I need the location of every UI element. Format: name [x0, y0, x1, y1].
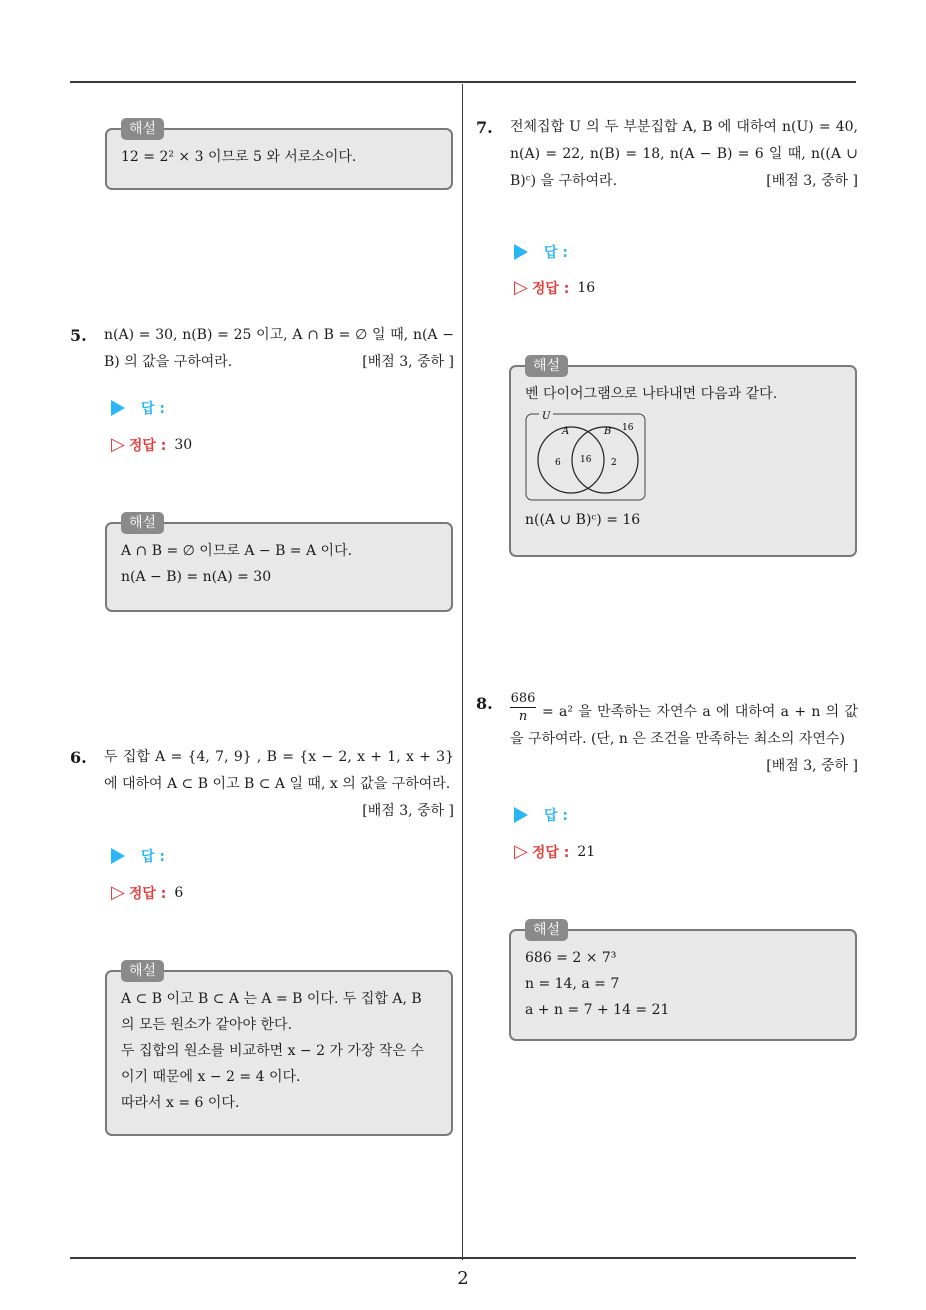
q8-answer-line[interactable] — [514, 805, 568, 825]
q4-solution-box — [105, 121, 453, 190]
set-b-label: B — [604, 426, 612, 437]
only-a-value: 6 — [555, 458, 561, 468]
outline-triangle-icon: ▷ — [111, 882, 125, 903]
solution-tab: 해설 — [525, 919, 568, 941]
q6-solution-box — [105, 963, 453, 1136]
q7-score: [배점 3, 중하 ] — [766, 173, 858, 189]
q8-question: = a² 을 만족하는 자연수 a 에 대하여 a + n 의 값을 구하여라. (단, n 은 조건을 만족하는 최소의 자연수) — [510, 704, 858, 747]
solution-line: 686 = 2 × 7³ — [525, 950, 617, 966]
universe-label: U — [542, 411, 551, 422]
q8-number: 8. — [476, 694, 493, 713]
q7-text — [510, 114, 858, 195]
both-value: 16 — [580, 455, 592, 465]
solution-line: 12 = 2² × 3 이므로 5 와 서로소이다. — [121, 149, 357, 165]
q5-text — [104, 322, 454, 376]
q6-question: 두 집합 A = {4, 7, 9} , B = {x − 2, x + 1, x + 3} 에 대하여 A ⊂ B 이고 B ⊂ A 일 때, x 의 값을 구하여라. — [104, 749, 454, 792]
play-icon — [111, 400, 125, 416]
correct-label: 정답 : — [128, 885, 167, 902]
q5-number: 5. — [70, 326, 87, 345]
solution-tab: 해설 — [121, 512, 164, 534]
answer-label: 답 : — [544, 245, 568, 261]
solution-line: 이기 때문에 x − 2 = 4 이다. — [121, 1069, 301, 1085]
answer-label: 답 : — [141, 849, 165, 865]
top-rule — [70, 81, 856, 83]
solution-result: n((A ∪ B)ᶜ) = 16 — [525, 512, 641, 528]
solution-tab: 해설 — [525, 355, 568, 377]
q6-text — [104, 744, 454, 825]
q8-score: [배점 3, 중하 ] — [766, 758, 858, 774]
q7-number: 7. — [476, 118, 493, 137]
q7-answer-line[interactable] — [514, 242, 568, 262]
outline-triangle-icon: ▷ — [111, 434, 125, 455]
q8-correct-line — [514, 841, 595, 862]
solution-tab: 해설 — [121, 118, 164, 140]
q6-answer-line[interactable] — [111, 846, 165, 866]
outside-value: 16 — [622, 423, 634, 433]
q5-solution-box — [105, 515, 453, 612]
answer-label: 답 : — [141, 401, 165, 417]
play-icon — [514, 807, 528, 823]
correct-value: 21 — [577, 843, 596, 860]
column-divider — [462, 84, 463, 1260]
solution-line: A ⊂ B 이고 B ⊂ A 는 A = B 이다. 두 집합 A, B — [121, 991, 422, 1007]
q6-correct-line — [111, 882, 183, 903]
fraction-denominator: n — [518, 709, 528, 724]
q7-correct-line — [514, 277, 595, 298]
play-icon — [111, 848, 125, 864]
answer-label: 답 : — [544, 808, 568, 824]
play-icon — [514, 244, 528, 260]
q7-question: 전체집합 U 의 두 부분집합 A, B 에 대하여 n(U) = 40, n(A) = 22, n(B) = 18, n(A − B) = 6 일 때, n((A ∪ B)ᶜ) 을 구하여라. — [510, 119, 858, 189]
venn-diagram — [525, 409, 647, 501]
correct-label: 정답 : — [531, 280, 570, 297]
q5-answer-line[interactable] — [111, 398, 165, 418]
only-b-value: 2 — [611, 458, 617, 468]
outline-triangle-icon: ▷ — [514, 277, 528, 298]
set-a-label: A — [562, 426, 570, 437]
correct-value: 6 — [174, 884, 184, 901]
solution-line: 벤 다이어그램으로 나타내면 다음과 같다. — [525, 386, 778, 402]
q8-solution-box — [509, 922, 857, 1041]
page-number: 2 — [457, 1268, 469, 1289]
solution-line: A ∩ B = ∅ 이므로 A − B = A 이다. — [121, 543, 353, 559]
q5-score: [배점 3, 중하 ] — [362, 354, 454, 370]
q5-question: n(A) = 30, n(B) = 25 이고, A ∩ B = ∅ 일 때, n(A − B) 의 값을 구하여라. — [104, 327, 454, 370]
solution-line: 두 집합의 원소를 비교하면 x − 2 가 가장 작은 수 — [121, 1043, 424, 1059]
venn-svg — [525, 409, 647, 501]
outline-triangle-icon: ▷ — [514, 841, 528, 862]
correct-label: 정답 : — [531, 844, 570, 861]
correct-value: 16 — [577, 279, 596, 296]
q7-solution-box — [509, 358, 857, 557]
correct-label: 정답 : — [128, 437, 167, 454]
q6-score: [배점 3, 중하 ] — [362, 803, 454, 819]
solution-line: a + n = 7 + 14 = 21 — [525, 1002, 670, 1018]
solution-line: 따라서 x = 6 이다. — [121, 1095, 240, 1111]
q8-text — [510, 699, 858, 780]
bottom-rule — [70, 1257, 856, 1259]
q6-number: 6. — [70, 748, 87, 767]
solution-line: n(A − B) = n(A) = 30 — [121, 569, 272, 585]
correct-value: 30 — [174, 436, 193, 453]
solution-tab: 해설 — [121, 960, 164, 982]
fraction-numerator: 686 — [510, 691, 536, 706]
solution-line: 의 모든 원소가 같아야 한다. — [121, 1017, 293, 1033]
solution-line: n = 14, a = 7 — [525, 976, 620, 992]
q5-correct-line — [111, 434, 192, 455]
